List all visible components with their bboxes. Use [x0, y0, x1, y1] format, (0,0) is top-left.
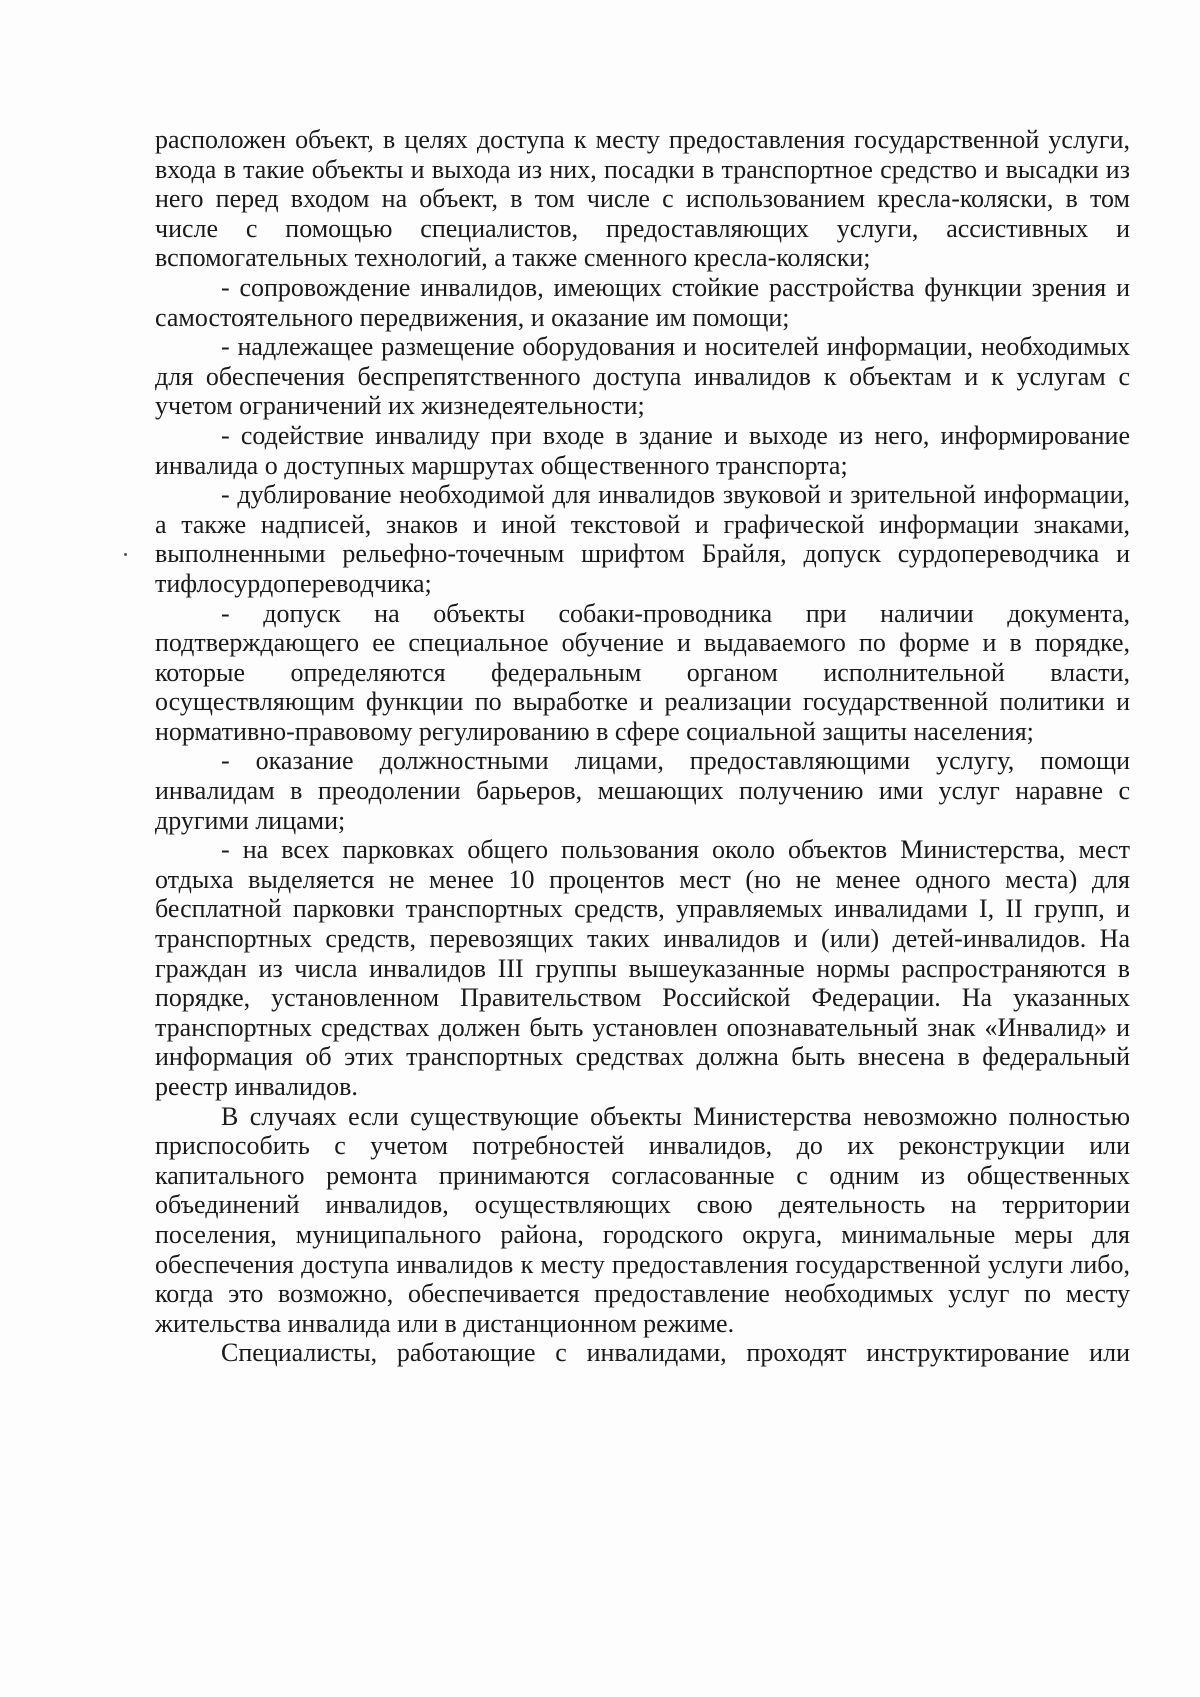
- paragraph-2: - сопровождение инвалидов, имеющих стойкие расстройства функции зрения и самостоятельного передвижения, и оказание им помощи;: [155, 272, 1130, 332]
- scan-speck: [124, 553, 127, 556]
- paragraph-9: В случаях если существующие объекты Министерства невозможно полностью приспособить с учетом потребностей инвалидов, до их реконструкции или капитального ремонта принимаются согласованные с одним из общественных объединений инвалидов, осуществляющих свою деятельность на территории поселения, муниципального района, городского округа, минимальные меры для обеспечения доступа инвалидов к месту предоставления государственной услуги либо, когда это возможно, обеспечивается предоставление необходимых услуг по месту жительства инвалида или в дистанционном режиме.: [155, 1101, 1130, 1338]
- paragraph-1: расположен объект, в целях доступа к месту предоставления государственной услуги, входа в такие объекты и выхода из них, посадки в транспортное средство и высадки из него перед входом на объект, в том числе с использованием кресла-коляски, в том числе с помощью специалистов, предоставляющих услуги, ассистивных и вспомогательных технологий, а также сменного кресла-коляски;: [155, 125, 1130, 273]
- paragraph-10: Специалисты, работающие с инвалидами, проходят инструктирование или: [221, 1338, 1130, 1368]
- paragraph-6: - допуск на объекты собаки-проводника при наличии документа, подтверждающего ее специальное обучение и выдаваемого по форме и в порядке, которые определяются федеральным органом исполнительной власти, осуществляющим функции по выработке и реализации государственной политики и нормативно-правовому регулированию в сфере социальной защиты населения;: [155, 598, 1130, 746]
- paragraph-4: - содействие инвалиду при входе в здание и выходе из него, информирование инвалида о доступных маршрутах общественного транспорта;: [155, 420, 1130, 480]
- document-body: [155, 125, 1130, 1368]
- paragraph-3: - надлежащее размещение оборудования и носителей информации, необходимых для обеспечения беспрепятственного доступа инвалидов к объектам и к услугам с учетом ограничений их жизнедеятельности;: [155, 332, 1130, 421]
- paragraph-8: - на всех парковках общего пользования около объектов Министерства, мест отдыха выделяется не менее 10 процентов мест (но не менее одного места) для бесплатной парковки транспортных средств, управляемых инвалидами I, II групп, и транспортных средств, перевозящих таких инвалидов и (или) детей-инвалидов. На граждан из числа инвалидов III группы вышеуказанные нормы распространяются в порядке, установленном Правительством Российской Федерации. На указанных транспортных средствах должен быть установлен опознавательный знак «Инвалид» и информация об этих транспортных средствах должна быть внесена в федеральный реестр инвалидов.: [155, 835, 1130, 1101]
- paragraph-7: - оказание должностными лицами, предоставляющими услугу, помощи инвалидам в преодолении барьеров, мешающих получению ими услуг наравне с другими лицами;: [155, 746, 1130, 835]
- paragraph-5: - дублирование необходимой для инвалидов звуковой и зрительной информации, а также надписей, знаков и иной текстовой и графической информации знаками, выполненными рельефно-точечным шрифтом Брайля, допуск сурдопереводчика и тифлосурдопереводчика;: [155, 480, 1130, 598]
